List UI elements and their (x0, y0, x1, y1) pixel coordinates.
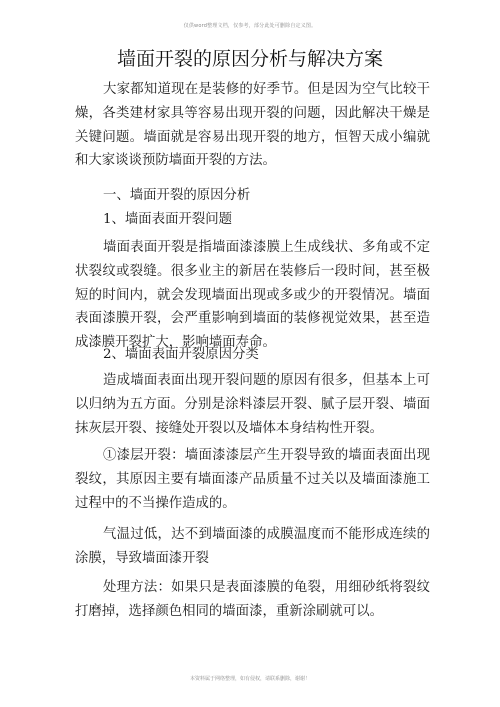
surface-cracking-paragraph: 墙面表面开裂是指墙面漆漆膜上生成线状、多角或不定状裂纹或裂缝。很多业主的新居在装修后一段时间，甚至极短的时间内，就会发现墙面出现或多或少的开裂情况。墙面表面漆膜开裂，会严重影响到墙面的装修视觉效果，甚至造成漆膜开裂扩大，影响墙面寿命。 (75, 240, 430, 351)
intro-paragraph: 大家都知道现在是装修的好季节。但是因为空气比较干燥，各类建材家具等容易出现开裂的问题，因此解决干燥是关键问题。墙面就是容易出现开裂的地方，恒智天成小编就和大家谈谈预防墙面开裂的方法。 (75, 82, 430, 169)
cracking-causes-paragraph: 造成墙面表面出现开裂问题的原因有很多，但基本上可以归纳为五方面。分别是涂料漆层开裂、腻子层开裂、墙面抹灰层开裂、接缝处开裂以及墙体本身结构性开裂。 (75, 373, 430, 436)
header-note: 仅供word整理文档，仅参考，部分此处可删除自定义图。 (183, 23, 317, 29)
subheading-cracking-causes: 2、墙面表面开裂原因分类 (103, 347, 259, 362)
low-temperature-note-paragraph: 气温过低，达不到墙面漆的成膜温度而不能形成连续的涂膜，导致墙面漆开裂 (75, 527, 430, 566)
document-title: 墙面开裂的原因分析与解决方案 (116, 48, 383, 70)
paint-layer-cracking-paragraph: ①漆层开裂：墙面漆漆层产生开裂导致的墙面表面出现裂纹，其原因主要有墙面漆产品质量不过关以及墙面漆施工过程中的不当操作造成的。 (75, 448, 430, 511)
section-heading-causes: 一、墙面开裂的原因分析 (103, 188, 251, 203)
subheading-surface-cracking: 1、墙面表面开裂问题 (103, 212, 233, 227)
solution-paragraph: 处理方法：如果只是表面漆膜的龟裂，用细砂纸将裂纹打磨掉，选择颜色相同的墙面漆，重新涂刷就可以。 (75, 580, 430, 619)
footer-note: 本资料属于网络整理，如有侵权，请联系删除，谢谢！ (189, 676, 310, 682)
